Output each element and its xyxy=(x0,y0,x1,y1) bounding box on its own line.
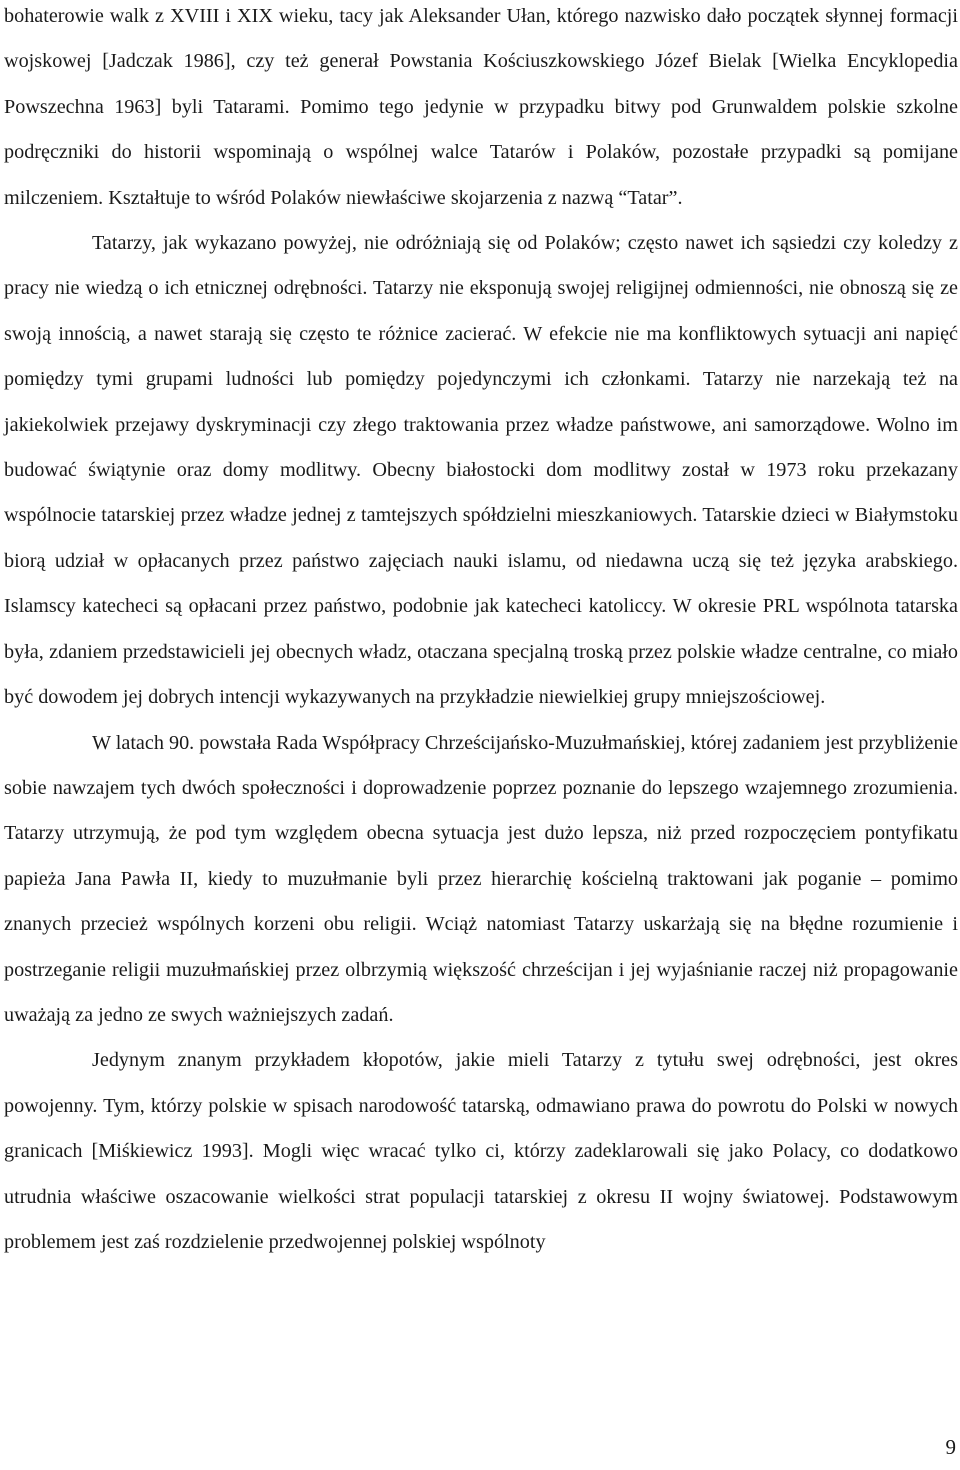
paragraph-postwar-problems: Jedynym znanym przykładem kłopotów, jakie mieli Tatarzy z tytułu swej odrębności, jest okres powojenny. Tym, którzy polskie w spisach narodowość tatarską, odmawiano prawa do powrotu do Polski w nowych granicach [Miśkiewicz 1993]. Mogli więc wracać tylko ci, którzy zadeklarowali się jako Polacy, co dodatkowo utrudnia właściwe oszacowanie wielkości strat populacji tatarskiej z okresu II wojny światowej. Podstawowym problemem jest zaś rozdzielenie przedwojennej polskiej wspólnoty xyxy=(4,1049,958,1253)
paragraph-council-cooperation: W latach 90. powstała Rada Współpracy Chrześcijańsko-Muzułmańskiej, której zadaniem jest przybliżenie sobie nawzajem tych dwóch społeczności i doprowadzenie poprzez poznanie do lepszego wzajemnego zrozumienia. Tatarzy utrzymują, że pod tym względem obecna sytuacja jest dużo lepsza, niż przed rozpoczęciem pontyfikatu papieża Jana Pawła II, kiedy to muzułmanie byli przez hierarchię kościelną traktowani jak poganie – pomimo znanych przecież wspólnych korzeni obu religii. Wciąż natomiast Tatarzy uskarżają się na błędne rozumienie i postrzeganie religii muzułmańskiej przez olbrzymią większość chrześcijan i jej wyjaśnianie raczej niż propagowanie uważają za jedno ze swych ważniejszych zadań. xyxy=(4,731,958,1026)
page-number: 9 xyxy=(945,1435,956,1459)
body-text xyxy=(4,0,958,1265)
paragraph-continuation: bohaterowie walk z XVIII i XIX wieku, tacy jak Aleksander Ułan, którego nazwisko dało początek słynnej formacji wojskowej [Jadczak 1986], czy też generał Powstania Kościuszkowskiego Józef Bielak [Wielka Encyklopedia Powszechna 1963] byli Tatarami. Pomimo tego jedynie w przypadku bitwy pod Grunwaldem polskie szkolne podręczniki do historii wspominają o wspólnej walce Tatarów i Polaków, pozostałe przypadki są pomijane milczeniem. Kształtuje to wśród Polaków niewłaściwe skojarzenia z nazwą “Tatar”. xyxy=(4,5,958,209)
paragraph-tatars-assimilation: Tatarzy, jak wykazano powyżej, nie odróżniają się od Polaków; często nawet ich sąsiedzi czy koledzy z pracy nie wiedzą o ich etnicznej odrębności. Tatarzy nie eksponują swojej religijnej odmienności, nie obnoszą się ze swoją innością, a nawet starają się często te różnice zacierać. W efekcie nie ma konfliktowych sytuacji ani napięć pomiędzy tymi grupami ludności lub pomiędzy pojedynczymi ich członkami. Tatarzy nie narzekają też na jakiekolwiek przejawy dyskryminacji czy złego traktowania przez władze państwowe, ani samorządowe. Wolno im budować świątynie oraz domy modlitwy. Obecny białostocki dom modlitwy został w 1973 roku przekazany wspólnocie tatarskiej przez władze jednej z tamtejszych spółdzielni mieszkaniowych. Tatarskie dzieci w Białymstoku biorą udział w opłacanych przez państwo zajęciach nauki islamu, od niedawna uczą się też języka arabskiego. Islamscy katecheci są opłacani przez państwo, podobnie jak katecheci katoliccy. W okresie PRL wspólnota tatarska była, zdaniem przedstawicieli jej obecnych władz, otaczana specjalną troską przez polskie władze centralne, co miało być dowodem jej dobrych intencji wykazywanych na przykładzie niewielkiej grupy mniejszościowej. xyxy=(4,232,958,709)
